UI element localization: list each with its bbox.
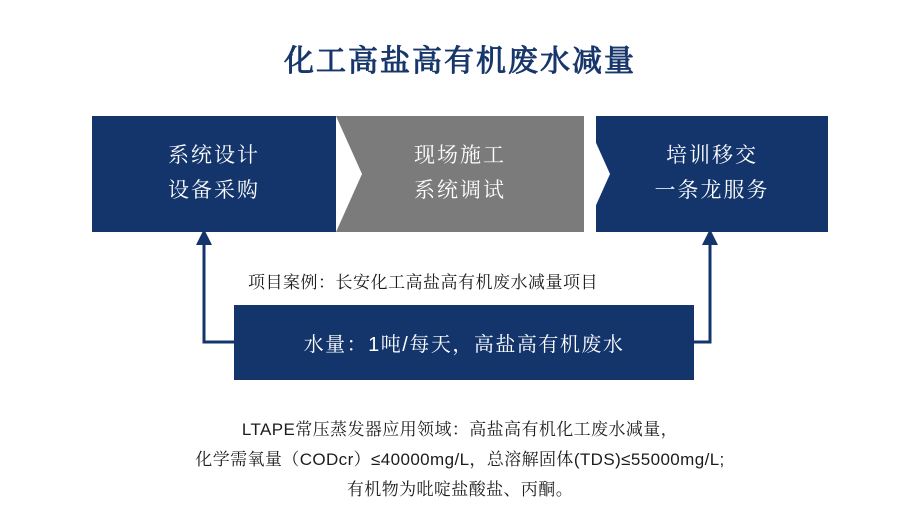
footer-note-line-2: 化学需氧量（CODcr）≤40000mg/L，总溶解固体(TDS)≤55000mg/L;: [195, 449, 725, 469]
process-stage-1-line2: 设备采购: [168, 179, 260, 202]
case-label: 项目案例：长安化工高盐高有机废水减量项目: [248, 273, 598, 292]
process-stage-2[interactable]: [336, 116, 584, 232]
process-flow: [92, 116, 828, 232]
process-stage-3-line1: 培训移交: [666, 144, 758, 168]
process-stage-1[interactable]: [92, 116, 336, 232]
water-volume-box: [234, 305, 694, 380]
footer-note: [0, 415, 920, 504]
footer-note-line-3: 有机物为吡啶盐酸盐、丙酮。: [346, 479, 574, 499]
process-stage-3[interactable]: [596, 116, 828, 232]
process-stage-2-line2: 系统调试: [414, 179, 506, 202]
process-stage-1-line1: 系统设计: [168, 144, 260, 168]
process-stage-3-line2: 一条龙服务: [654, 179, 770, 202]
page-title: 化工高盐高有机废水减量: [284, 45, 636, 78]
process-stage-2-line1: 现场施工: [414, 144, 506, 168]
water-volume-text: 水量：1吨/每天，高盐高有机废水: [303, 334, 625, 356]
connector-left-path: [204, 243, 234, 342]
footer-note-line-1: LTAPE常压蒸发器应用领域：高盐高有机化工废水减量，: [241, 420, 679, 439]
connector-right-path: [694, 243, 710, 342]
